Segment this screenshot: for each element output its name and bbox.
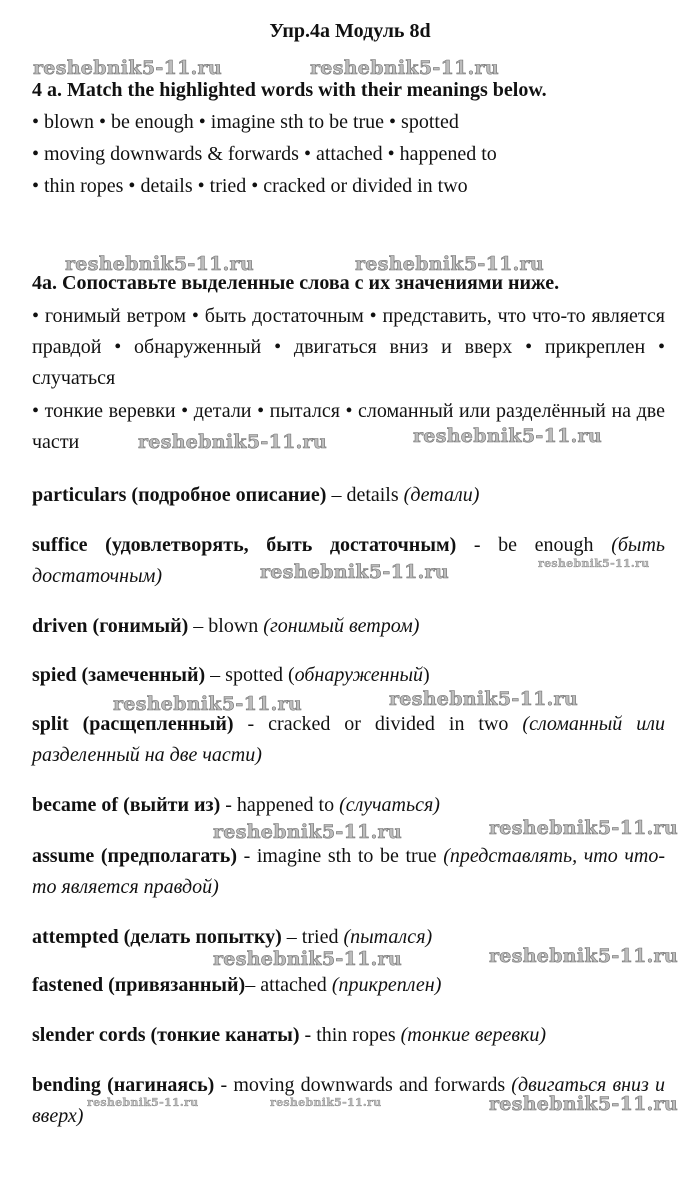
vocab-meaning: cracked or divided in two <box>268 713 523 735</box>
page-title: Упр.4а Модуль 8d <box>269 20 431 42</box>
vocab-meaning: tried <box>301 926 344 948</box>
russian-word-list-paragraph-2-text: • тонкие веревки • детали • пытался • сломанный или разделённый на две части <box>32 400 665 453</box>
vocab-term: slender cords (тонкие канаты) <box>32 1024 300 1046</box>
vocab-separator: - <box>299 1024 317 1046</box>
vocab-meaning: happened to <box>236 794 340 816</box>
vocab-entry <box>32 1020 665 1051</box>
watermark: reshebnik5-11.ru <box>65 253 254 275</box>
vocab-term: became of (выйти из) <box>32 794 221 816</box>
vocab-term: fastened (привязанный) <box>32 974 246 996</box>
vocab-separator: - <box>236 845 257 867</box>
vocab-meaning: thin ropes <box>316 1024 401 1046</box>
vocab-separator: – <box>326 484 347 506</box>
vocab-separator: - <box>214 1074 234 1096</box>
watermark: reshebnik5-11.ru <box>489 817 678 839</box>
vocab-separator: – <box>188 615 209 637</box>
vocab-term: spied (замеченный) <box>32 664 206 686</box>
watermark: reshebnik5-11.ru <box>213 821 402 843</box>
vocab-entry <box>32 480 665 511</box>
watermark: reshebnik5-11.ru <box>87 1096 199 1109</box>
vocab-closing-paren: ) <box>423 664 430 686</box>
vocab-translation: (представлять, что что-то является правдой) <box>32 845 665 898</box>
vocab-entry <box>32 970 665 1001</box>
vocab-meaning: spotted ( <box>225 664 295 686</box>
vocab-entry <box>32 660 665 691</box>
vocab-meaning: attached <box>260 974 332 996</box>
vocab-translation: (быть достаточным) <box>32 534 666 587</box>
watermark: reshebnik5-11.ru <box>413 425 602 447</box>
vocab-term: suffice (удовлетворять, быть достаточным) <box>32 534 457 556</box>
vocab-translation: (детали) <box>403 484 480 506</box>
vocab-meaning: details <box>346 484 404 506</box>
vocab-translation: (тонкие веревки) <box>400 1024 547 1046</box>
russian-exercise-heading: 4a. Сопоставьте выделенные слова с их значениями ниже. <box>32 272 560 294</box>
vocab-term: split (расщепленный) <box>32 713 234 735</box>
vocab-separator: – <box>205 664 226 686</box>
vocab-entry <box>32 611 665 642</box>
watermark: reshebnik5-11.ru <box>538 557 650 570</box>
vocab-translation: (пытался) <box>343 926 433 948</box>
english-word-list-line-1: • blown • be enough • imagine sth to be true • spotted <box>32 111 459 133</box>
vocab-separator: – <box>245 974 261 996</box>
vocab-separator: - <box>233 713 269 735</box>
vocab-separator: - <box>220 794 237 816</box>
watermark: reshebnik5-11.ru <box>355 253 544 275</box>
watermark: reshebnik5-11.ru <box>489 1093 678 1115</box>
watermark: reshebnik5-11.ru <box>138 431 327 453</box>
english-word-list-line-2: • moving downwards & forwards • attached • happened to <box>32 143 497 165</box>
watermark: reshebnik5-11.ru <box>213 948 402 970</box>
watermark: reshebnik5-11.ru <box>33 57 222 79</box>
vocab-translation: (прикреплен) <box>331 974 442 996</box>
vocab-meaning: blown <box>208 615 264 637</box>
vocab-meaning: moving downwards and forwards <box>233 1074 512 1096</box>
vocab-term: bending (нагинаясь) <box>32 1074 215 1096</box>
vocab-translation: (сломанный или разделенный на две части) <box>32 713 665 766</box>
russian-word-list-paragraph-1: • гонимый ветром • быть достаточным • представить, что что-то является правдой • обнаруженный • двигаться вниз и вверх • прикреплен • случаться <box>32 305 665 389</box>
watermark: reshebnik5-11.ru <box>310 57 499 79</box>
watermark: reshebnik5-11.ru <box>389 688 578 710</box>
vocab-separator: - <box>456 534 499 556</box>
vocab-separator: – <box>281 926 302 948</box>
watermark: reshebnik5-11.ru <box>270 1096 382 1109</box>
vocab-translation: (двигаться вниз и вверх) <box>32 1074 666 1127</box>
watermark: reshebnik5-11.ru <box>489 945 678 967</box>
vocab-term: attempted (делать попытку) <box>32 926 282 948</box>
watermark: reshebnik5-11.ru <box>113 693 302 715</box>
vocab-term: assume (предполагать) <box>32 845 237 867</box>
vocab-meaning: be enough <box>498 534 612 556</box>
vocab-entry <box>32 709 665 771</box>
watermark: reshebnik5-11.ru <box>260 561 449 583</box>
vocab-translation: (случаться) <box>339 794 440 816</box>
english-exercise-heading: 4 a. Match the highlighted words with their meanings below. <box>32 79 547 101</box>
vocab-term: driven (гонимый) <box>32 615 189 637</box>
vocab-translation: (гонимый ветром) <box>263 615 420 637</box>
vocab-term: particulars (подробное описание) <box>32 484 327 506</box>
english-word-list-line-3: • thin ropes • details • tried • cracked or divided in two <box>32 175 468 197</box>
vocab-translation: обнаруженный <box>294 664 424 686</box>
vocab-meaning: imagine sth to be true <box>256 845 444 867</box>
vocab-entry <box>32 841 665 903</box>
